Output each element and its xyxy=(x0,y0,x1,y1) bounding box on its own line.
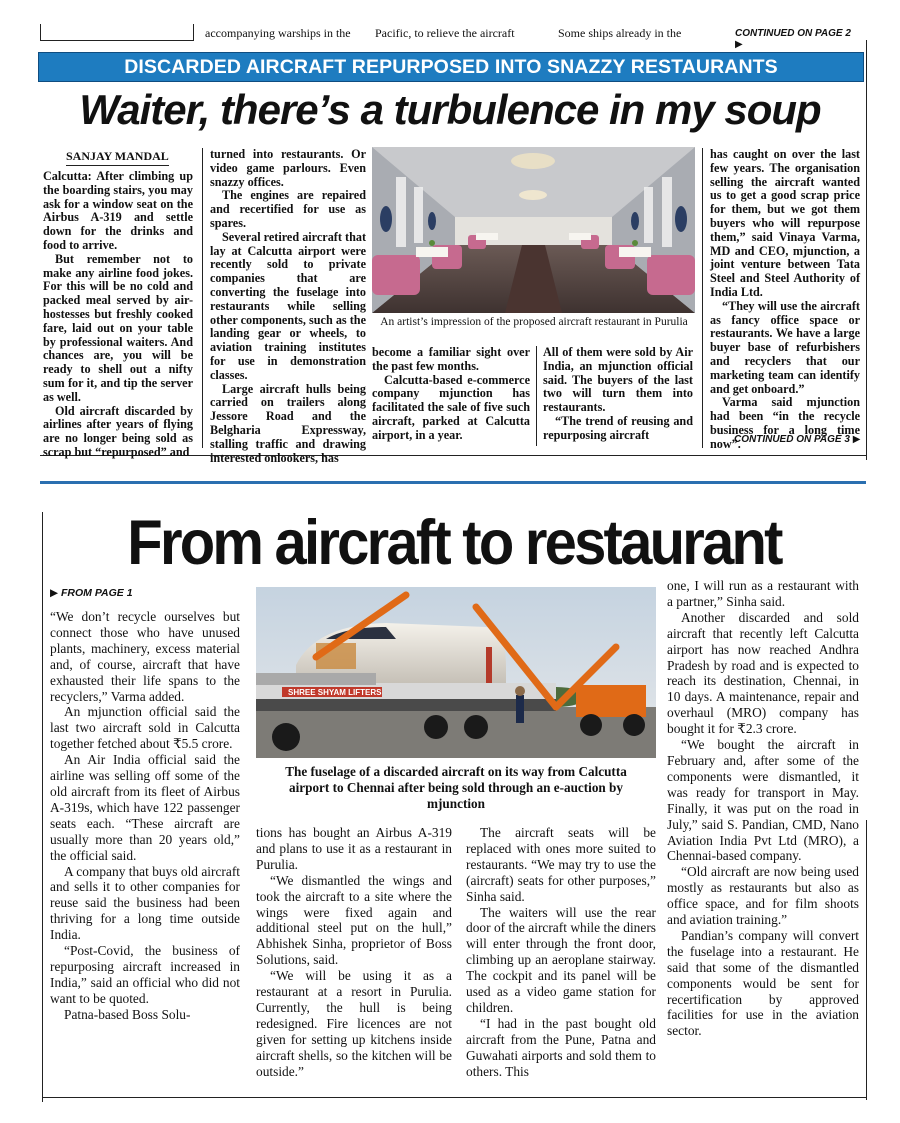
article2-col3-p3: “I had in the past bought old aircraft from the Pune, Patna and Guwahati airports and sold them to others. This xyxy=(466,1015,656,1079)
article2-col4 xyxy=(667,578,859,1039)
article1-col5-p1: has caught on over the last few years. The organisation selling the aircraft wanted us to get a good scrap price for them, but we got them buyers who will repurpose them,” said Vinaya Varma, MD and CEO, mjunction, a joint venture between Tata Steel and Steel Authority of India Ltd. xyxy=(710,147,860,299)
col-rule-1 xyxy=(202,148,203,448)
article1-col3-p2: Calcutta-based e-commerce company mjunction has facilitated the sale of five such aircraft, parked at Calcutta airport, in a year. xyxy=(372,372,530,442)
article1-col3-p1: become a familiar sight over the past few months. xyxy=(372,345,530,373)
article2-photo-caption: The fuselage of a discarded aircraft on its way from Calcutta airport to Chennai after being sold through an e-auction by mjunction xyxy=(285,764,627,811)
article2-right-rule xyxy=(866,820,867,1100)
article2-col3 xyxy=(466,825,656,1080)
continued-page-2: CONTINUED ON PAGE 2 ▶ xyxy=(735,28,851,50)
fuselage-trailer-photo xyxy=(256,587,656,758)
top-cut-strip xyxy=(40,24,860,50)
article1-col1 xyxy=(43,170,193,460)
article2-col2-p2: “We dismantled the wings and took the aircraft to a site where the wings were fixed again and additional steel put on the hull,” Abhishek Sinha, proprietor of Boss Solutions, said. xyxy=(256,872,452,968)
cut-text-1: accompanying warships in the xyxy=(205,26,351,40)
kicker-banner xyxy=(38,52,864,82)
article1-col2-p4: Large aircraft hulls being carried on trailers along Jessore Road and the Belgharia Expressway, stalling traffic and drawing interested onlookers, has xyxy=(210,381,366,465)
cut-text-3: Some ships already in the xyxy=(558,26,682,40)
article2-col4-p2: Another discarded and sold aircraft that recently left Calcutta airport has now reached Andhra Pradesh by road and is expected to reach its destination, Chennai, in 10 days. A maintenance, repair and overhaul (MRO) company has bought it for ₹2.3 crore. xyxy=(667,609,859,737)
col-rule-2 xyxy=(536,346,537,446)
article1-col1-p3: Old aircraft discarded by airlines after years of flying are no longer being sold as scrap but “repurposed” and xyxy=(43,403,193,459)
article2-bottom-rule xyxy=(42,1097,866,1098)
article1-col3 xyxy=(372,346,530,443)
article2-col4-p4: “Old aircraft are now being used mostly as restaurants but also as office space, and for film shoots and aviation training.” xyxy=(667,864,859,928)
restaurant-interior-photo xyxy=(372,147,695,313)
article2-col1-p6: Patna-based Boss Solu- xyxy=(64,1006,191,1022)
article1-col4-p1: All of them were sold by Air India, an mjunction official said. The buyers of the last two will turn them into restaurants. xyxy=(543,345,693,415)
article1-col2-p2: The engines are repaired and recertified for use as spares. xyxy=(210,188,366,230)
article1-col1-p1: Calcutta: After climbing up the boarding stairs, you may ask for a window seat on the Airbus A-319 and settle down for the drinks and food to arrive. xyxy=(43,169,193,252)
from-page-1: ▶ FROM PAGE 1 xyxy=(50,587,133,599)
article2-col1-p2: An mjunction official said the last two aircraft sold in Calcutta together fetched about ₹5.5 crore. xyxy=(50,704,240,752)
section-divider xyxy=(40,481,866,484)
article1-col5-p2: “They will use the aircraft as fancy office space or restaurants. We have a large buyer base of refurbishers and recyclers that our marketing team can identify and get onboard.” xyxy=(710,298,860,396)
cut-box xyxy=(40,24,194,41)
article2-left-rule xyxy=(42,512,43,1102)
trailer-sign: SHREE SHYAM LIFTERS xyxy=(288,688,382,697)
article2-col3-p2: The waiters will use the rear door of the aircraft while the diners will enter through the front door, climbing up an aeroplane stairway. The cockpit and its panel will be used as a video game station for children. xyxy=(466,904,656,1015)
article1-col1-p2: But remember not to make any airline food jokes. For this will be no cold and packed meal served by air-hostesses but freshly cooked fare, laid out on your table by professional waiters. And chances are, you will be ready to shell out a nifty sum for it, and tip the server as well. xyxy=(43,251,193,404)
article1-col2 xyxy=(210,148,366,465)
article1-col4 xyxy=(543,346,693,443)
kicker-text: DISCARDED AIRCRAFT REPURPOSED INTO SNAZZY RESTAURANTS xyxy=(124,56,778,78)
article2-headline: From aircraft to restaurant xyxy=(127,508,781,578)
article2-col1-p1: “We don’t recycle ourselves but connect those who have unused plants, machinery, excess material and, of course, aircraft that have exhausted their life spans to the recyclers,” Varma added. xyxy=(50,609,240,704)
article2-col3-p1: The aircraft seats will be replaced with ones more suited to restaurants. “We may try to use the (aircraft) seats for other purposes,” Sinha said. xyxy=(466,825,656,904)
article2-col2 xyxy=(256,825,452,1080)
article2-col2-p3: “We will be using it as a restaurant at a resort in Purulia. Currently, the hull is being redesigned. Fire licences are not given for setting up kitchens inside aircraft shells, so the kitchen will be outside.” xyxy=(256,968,452,1079)
article1-right-rule xyxy=(866,40,867,460)
article2-col2-p1: tions has bought an Airbus A-319 and plans to use it as a restaurant in Purulia. xyxy=(256,825,452,872)
article1-headline: Waiter, there’s a turbulence in my soup xyxy=(79,86,821,133)
article1-col4-p2: “The trend of reusing and repurposing aircraft xyxy=(543,413,693,442)
article2-col1-p5: “Post-Covid, the business of repurposing aircraft increased in India,” said an official who did not want to be quoted. xyxy=(50,943,240,1006)
article1-col5 xyxy=(710,148,860,452)
article1-col2-p1: turned into restaurants. Or video game parlours. Even snazzy offices. xyxy=(210,147,366,189)
article2-col4-p5: Pandian’s company will convert the fuselage into a restaurant. He said that some of the dismantled components would be sent for recertification by approved facilities for use in the aviation sector. xyxy=(667,927,859,1039)
article1-col2-p3: Several retired aircraft that lay at Calcutta airport were recently sold to private companies that are converting the fuselage into restaurants while selling other components, such as the landing gear or wheels, to aviation training institutes for use in demonstration classes. xyxy=(210,229,366,382)
article1-photo-caption: An artist’s impression of the proposed aircraft restaurant in Purulia xyxy=(380,316,688,328)
article2-col1-p4: A company that buys old aircraft and sells it to other companies for reuse said the business had been thriving for a long time outside India. xyxy=(50,863,240,943)
article2-col4-p3: “We bought the aircraft in February and, after some of the components were dismantled, it was ready for transport in May. Finally, it was put on the road in July,” said S. Pandian, CMD, Nano Aviation India Pvt Ltd (MRO), a Chennai-based company. xyxy=(667,737,859,864)
col-rule-3 xyxy=(702,148,703,448)
byline: SANJAY MANDAL xyxy=(66,149,169,166)
article2-col4-p1: one, I will run as a restaurant with a partner,” Sinha said. xyxy=(667,578,859,609)
article2-col1-p3: An Air India official said the airline was selling off some of the old aircraft from its fleet of Airbus A-319s, which have 122 passenger seats each. “These aircraft are usually more than 20 years old,” the official said. xyxy=(50,752,240,863)
article1-col5-p3: Varma said mjunction had been “in the recycle business for a long time now”. xyxy=(710,395,860,451)
article2-col1 xyxy=(50,609,240,1023)
cut-text-2: Pacific, to relieve the aircraft xyxy=(375,26,515,40)
continued-page-3: CONTINUED ON PAGE 3 ▶ xyxy=(734,434,861,445)
